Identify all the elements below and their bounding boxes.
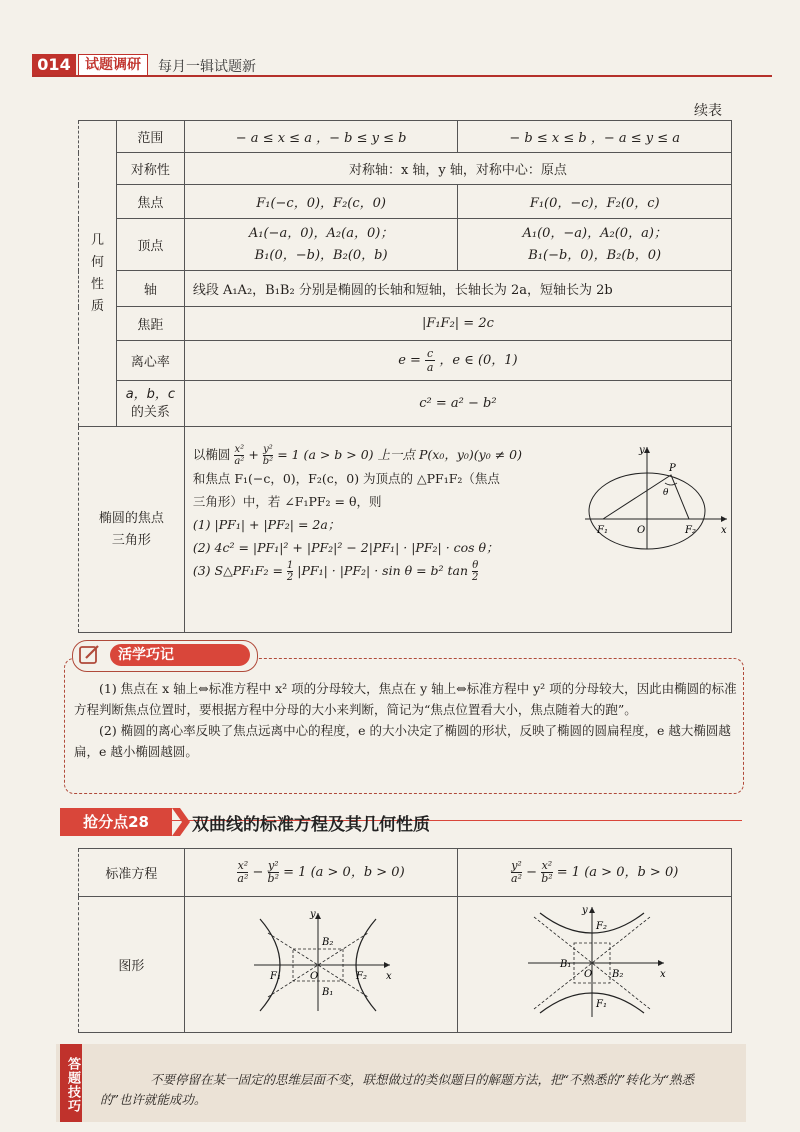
label-y: y	[581, 904, 588, 916]
table-row	[79, 307, 732, 341]
section-badge: 试题调研	[78, 54, 148, 76]
label-line: 的关系	[130, 404, 170, 420]
text: (3) S△PF₁F₂ =	[192, 563, 283, 578]
fraction	[472, 560, 478, 583]
table-row	[79, 849, 732, 897]
focal-line	[193, 443, 573, 467]
row-label: 标准方程	[79, 849, 185, 897]
section-title: 双曲线的标准方程及其几何性质	[192, 815, 430, 835]
table-row	[79, 153, 732, 185]
fraction	[234, 444, 244, 467]
vertex-line: B₁(−b，0)，B₂(b，0)	[528, 247, 662, 263]
frac-num: y²	[511, 859, 522, 872]
cell-left: F₁(−c，0)，F₂(c，0)	[184, 185, 458, 219]
table-row	[79, 897, 732, 1033]
row-label: 离心率	[116, 341, 184, 381]
label-o: O	[310, 970, 319, 982]
frac-den: a²	[234, 456, 245, 467]
eq-text: = 1 (a > 0，b > 0)	[283, 865, 405, 880]
cell-merged: c² = a² − b²	[184, 381, 731, 427]
label-x: x	[659, 968, 666, 980]
hyperbola-table	[78, 848, 732, 1033]
label-f1: F₁	[595, 998, 607, 1010]
label-f2: F₂	[595, 920, 607, 932]
label-f2: F₂	[356, 970, 367, 982]
page-number: 014	[32, 54, 76, 76]
frac-num: y²	[267, 859, 279, 872]
frac-num: c	[427, 347, 434, 360]
row-label	[79, 427, 185, 633]
eq-text: ，e ∈ (0，1)	[439, 353, 518, 368]
fraction	[425, 347, 435, 374]
y-arrow	[315, 913, 321, 919]
frac-den: a	[426, 361, 434, 374]
cell-merged: |F₁F₂| = 2c	[184, 307, 731, 341]
fraction	[263, 444, 273, 467]
vertex-line: A₁(0，−a)，A₂(0，a)；	[522, 225, 667, 241]
row-label: 范围	[116, 121, 184, 153]
row-label: 轴	[116, 271, 184, 307]
table-row	[79, 381, 732, 427]
eq-text: = 1 (a > 0，b > 0)	[556, 865, 679, 880]
x-arrow	[658, 960, 664, 966]
frac-den: b²	[262, 456, 274, 467]
table-row	[79, 271, 732, 307]
row-label: 焦距	[116, 307, 184, 341]
frac-den: a²	[237, 872, 249, 885]
tip-title: 活学巧记	[110, 644, 250, 666]
focal-item: (1) |PF₁| + |PF₂| = 2a；	[192, 517, 341, 532]
table-row	[79, 185, 732, 219]
row-label: 焦点	[116, 185, 184, 219]
tip-paragraph: (2) 椭圆的离心率反映了焦点远离中心的程度，e 的大小决定了椭圆的形状，反映了椭圆的圆扁程度，e 越大椭圆越扁，e 越小椭圆越圆。	[74, 723, 731, 759]
vertex-line: B₁(0，−b)，B₂(0，b)	[254, 247, 388, 263]
fraction	[268, 860, 279, 885]
label-y: y	[638, 445, 645, 456]
label-line: a，b，c	[125, 386, 176, 402]
label-b2: B₂	[611, 968, 624, 980]
label-b2: B₂	[322, 936, 334, 948]
tip-text	[74, 678, 738, 762]
focal-text	[193, 443, 573, 583]
label-line: 椭圆的焦点	[98, 510, 164, 526]
figure-cell	[184, 897, 458, 1033]
label-b1: B₁	[322, 986, 334, 998]
cell-merged: 对称轴：x 轴，y 轴，对称中心：原点	[184, 153, 731, 185]
ellipse-properties-table	[78, 120, 732, 427]
group-char: 质	[90, 298, 104, 314]
footer-tag: 答题技巧	[60, 1044, 82, 1122]
section-tag: 抢分点28	[60, 808, 172, 836]
x-arrow	[721, 516, 727, 522]
row-label: 图形	[79, 897, 185, 1033]
footer-text: 不要停留在某一固定的思维层面不变，联想做过的类似题目的解题方法，把“不熟悉的”转化为“熟悉的”也许就能成功。	[100, 1072, 695, 1107]
frac-den: b²	[541, 872, 553, 885]
cell-left: − a ≤ x ≤ a ，− b ≤ y ≤ b	[184, 121, 458, 153]
y-arrow	[644, 447, 650, 453]
focal-line: 三角形）中，若 ∠F₁PF₂ = θ，则	[192, 494, 382, 509]
focal-triangle-table	[78, 426, 732, 633]
cell-right	[458, 219, 732, 271]
continued-label: 续表	[694, 103, 722, 119]
header-subtitle: 每月一辑试题新	[158, 59, 256, 75]
table-row	[79, 341, 732, 381]
eq-text: e =	[398, 353, 421, 368]
label-p: P	[668, 463, 676, 474]
frac-den: 2	[286, 572, 294, 583]
label-y: y	[310, 908, 316, 920]
tip-paragraph: (1) 焦点在 x 轴上⇔标准方程中 x² 项的分母较大，焦点在 y 轴上⇔标准方程中 y² 项的分母较大，因此由椭圆的标准方程判断焦点位置时，要根据方程中分母的大小来判断，简记为“焦点位置看大小，焦点随着大的跑”。	[74, 681, 737, 717]
frac-den: 2	[472, 572, 479, 583]
cell-right: F₁(0，−c)，F₂(0，c)	[458, 185, 732, 219]
label-x: x	[386, 970, 392, 982]
group-char: 几	[90, 232, 104, 248]
label-o: O	[636, 525, 646, 536]
figure-cell	[458, 897, 732, 1033]
frac-num: x²	[234, 444, 245, 455]
focal-item	[193, 559, 573, 583]
focal-content-cell	[184, 427, 731, 633]
text: +	[248, 447, 259, 462]
focal-line: 和焦点 F₁(−c，0)，F₂(c，0) 为顶点的 △PF₁F₂（焦点	[192, 471, 500, 486]
frac-den: a²	[511, 872, 523, 885]
fraction	[237, 860, 248, 885]
label-f1: F₁	[596, 525, 608, 536]
pencil-note-icon	[78, 644, 102, 666]
table-row	[79, 427, 732, 633]
label-x: x	[720, 525, 727, 536]
group-char: 性	[90, 276, 104, 292]
equation-cell: $\frac{\text{x²}}{\text{a²}}$ − $\frac{\text{y²}}{\text{b²}}$ = 1 (a > 0，b > 0)	[184, 849, 458, 897]
row-label: 对称性	[116, 153, 184, 185]
focal-triangle	[603, 475, 689, 519]
frac-num: 1	[286, 560, 294, 571]
label-f1: F₁	[270, 970, 281, 982]
label-b1: B₁	[559, 958, 572, 970]
y-arrow	[589, 907, 595, 913]
cell-right: − b ≤ x ≤ b ，− a ≤ y ≤ a	[458, 121, 732, 153]
label-o: O	[583, 968, 592, 980]
group-char: 何	[90, 254, 104, 270]
frac-num: x²	[541, 859, 553, 872]
vertex-line: A₁(−a，0)，A₂(a，0)；	[248, 225, 394, 241]
text: 以椭圆	[192, 447, 231, 462]
label-theta: θ	[662, 488, 669, 498]
fraction	[511, 860, 522, 885]
cell-left	[184, 219, 458, 271]
label-line: 三角形	[111, 532, 151, 548]
group-label	[79, 121, 117, 427]
cell-merged	[184, 341, 731, 381]
table-row	[79, 219, 732, 271]
row-label: 顶点	[116, 219, 184, 271]
fraction	[287, 560, 293, 583]
ellipse-focal-figure	[581, 441, 731, 553]
focal-item: (2) 4c² = |PF₁|² + |PF₂|² − 2|PF₁| · |PF₂| · cos θ；	[192, 540, 499, 555]
hyperbola-y-figure	[520, 903, 670, 1023]
frac-num: x²	[237, 859, 249, 872]
header-rule	[32, 75, 772, 77]
text: = 1 (a > b > 0) 上一点 P(x₀，y₀)(y₀ ≠ 0)	[277, 447, 523, 462]
label-f2: F₂	[684, 525, 696, 536]
chevron-right-icon	[172, 808, 190, 836]
cell-merged: 线段 A₁A₂，B₁B₂ 分别是椭圆的长轴和短轴，长轴长为 2a，短轴长为 2b	[184, 271, 731, 307]
frac-den: b²	[267, 872, 279, 885]
frac-num: θ	[472, 560, 479, 571]
row-label	[116, 381, 184, 427]
x-arrow	[384, 962, 390, 968]
table-row	[79, 121, 732, 153]
hyperbola-x-figure	[246, 907, 396, 1019]
fraction	[541, 860, 552, 885]
text: |PF₁| · |PF₂| · sin θ = b² tan	[297, 563, 469, 578]
frac-num: y²	[263, 444, 273, 455]
equation-cell: $\frac{\text{y²}}{\text{a²}}$ − $\frac{\text{x²}}{\text{b²}}$ = 1 (a > 0，b > 0)	[458, 849, 732, 897]
